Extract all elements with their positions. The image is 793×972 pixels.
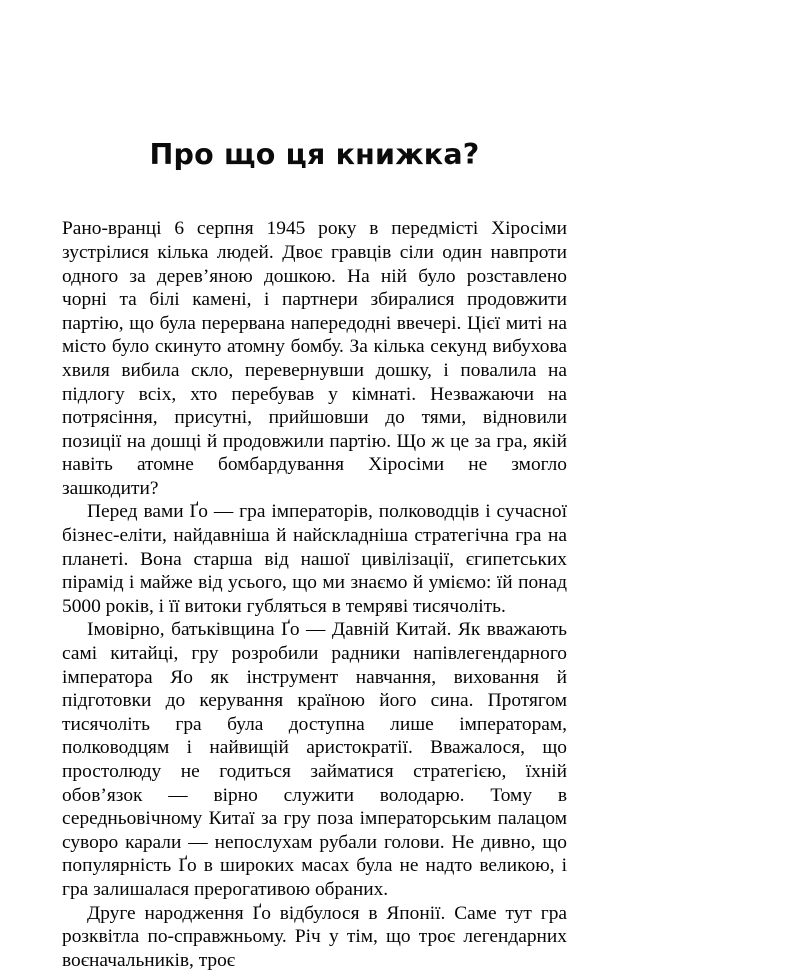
paragraph-4: Друге народження Ґо відбулося в Японії. Саме тут гра розквітла по-справжньому. Річ у тім, що троє легендарних воєначальників, троє: [62, 902, 567, 971]
page-content: [62, 0, 567, 972]
page-title: Про що ця книжка?: [149, 138, 480, 171]
paragraph-3: Імовірно, батьківщина Ґо — Давній Китай. Як вважають самі китайці, гру розробили радники напівлегендарного імператора Яо як інструмент навчання, виховання й підготовки до керування країною його сина. Протягом тисячоліть гра була доступна лише імператорам, полководцям і найвищій аристократії. Вважалося, що простолюду не годиться займатися стратегією, їхній обов’язок — вірно служити володарю. Тому в середньовічному Китаї за гру поза імператорським палацом суворо карали — непослухам рубали голови. Не дивно, що популярність Ґо в широких масах була не надто великою, і гра залишалася прерогативою обраних.: [62, 619, 567, 900]
paragraph-2: Перед вами Ґо — гра імператорів, полководців і сучасної бізнес-еліти, найдавніша й найскладніша стратегічна гра на планеті. Вона старша від нашої цивілізації, єгипетських пірамід і майже від усього, що ми знаємо й уміємо: їй понад 5000 років, і її витоки губляться в темряві тисячоліть.: [62, 501, 567, 617]
paragraph-1: Рано-вранці 6 серпня 1945 року в передмісті Хіросіми зустрілися кілька людей. Двоє гравців сіли один навпроти одного за дерев’яною дошкою. На ній було розставлено чорні та білі камені, і партнери збиралися продовжити партію, що була перервана напередодні ввечері. Цієї миті на місто було скинуто атомну бомбу. За кілька секунд вибухова хвиля вибила скло, перевернувши дошку, і повалила на підлогу всіх, хто перебував у кімнаті. Незважаючи на потрясіння, присутні, прийшовши до тями, відновили позиції на дошці й продовжили партію. Що ж це за гра, якій навіть атомне бомбардування Хіросіми не змогло зашкодити?: [62, 218, 567, 499]
body-text: [62, 170, 567, 972]
